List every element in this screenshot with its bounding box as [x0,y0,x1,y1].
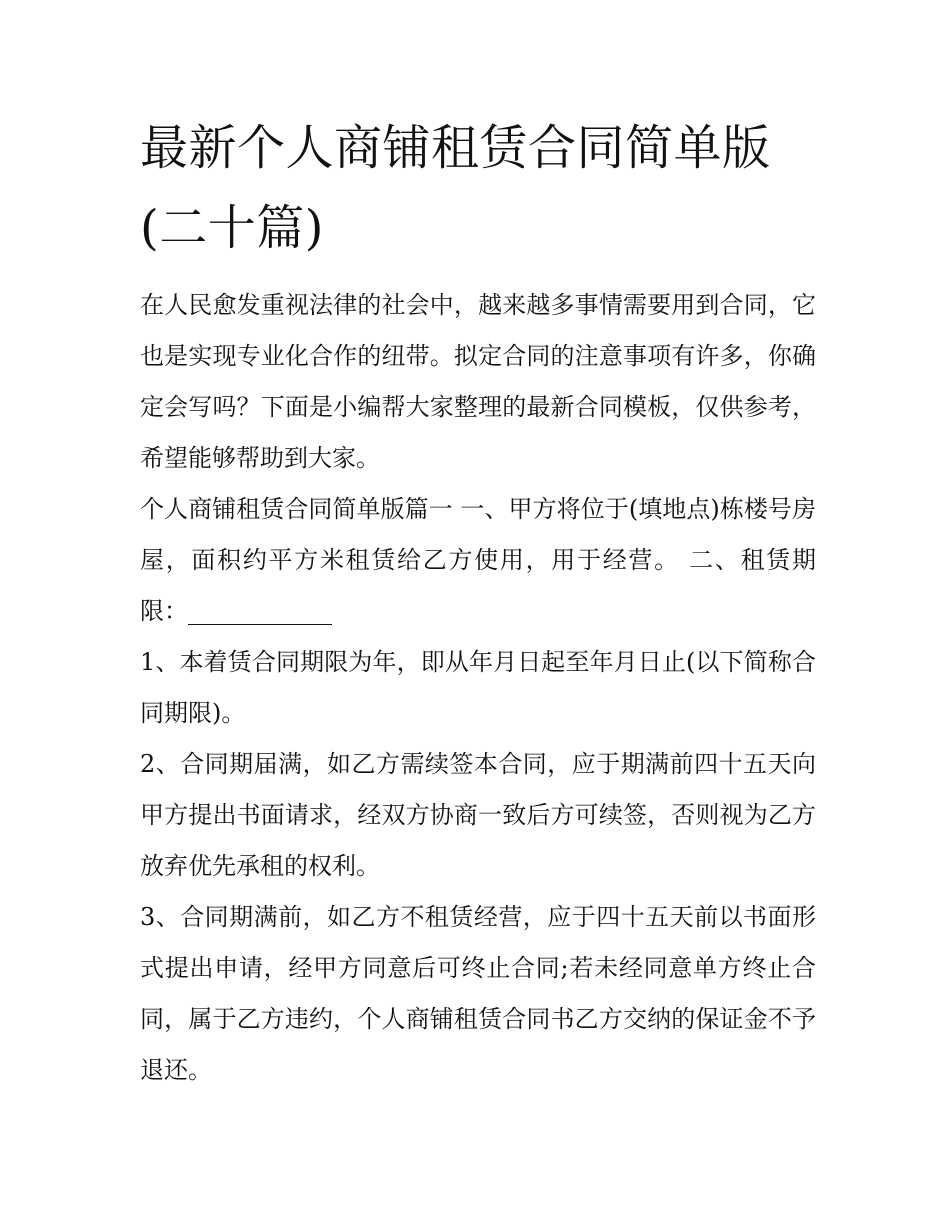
intro-paragraph: 在人民愈发重视法律的社会中，越来越多事情需要用到合同，它也是实现专业化合作的纽带。拟定合同的注意事项有许多，你确定会写吗？下面是小编帮大家整理的最新合同模板，仅供参考，希望能够帮助到大家。 [140,291,816,472]
clause-2-paragraph: 2、合同期届满，如乙方需续签本合同，应于期满前四十五天向甲方提出书面请求，经双方协商一致后方可续签，否则视为乙方放弃优先承租的权利。 [140,750,816,880]
section-1-paragraph [140,484,816,637]
section-1-text: 个人商铺租赁合同简单版篇一 一、甲方将位于(填地点)栋楼号房屋，面积约平方米租赁给乙方使用，用于经营。 二、租赁期限： [140,495,816,625]
clause-3-paragraph: 3、合同期满前，如乙方不租赁经营，应于四十五天前以书面形式提出申请，经甲方同意后可终止合同;若未经同意单方终止合同，属于乙方违约，个人商铺租赁合同书乙方交纳的保证金不予退还。 [140,903,816,1084]
document-content [140,108,816,1096]
title-line-1: 最新个人商铺租赁合同简单版 [140,120,771,176]
document-title [140,108,816,268]
clause-1-paragraph: 1、本着赁合同期限为年，即从年月日起至年月日止(以下简称合同期限)。 [140,648,816,727]
title-line-2: (二十篇) [140,200,324,256]
lease-term-blank-line [188,594,332,625]
